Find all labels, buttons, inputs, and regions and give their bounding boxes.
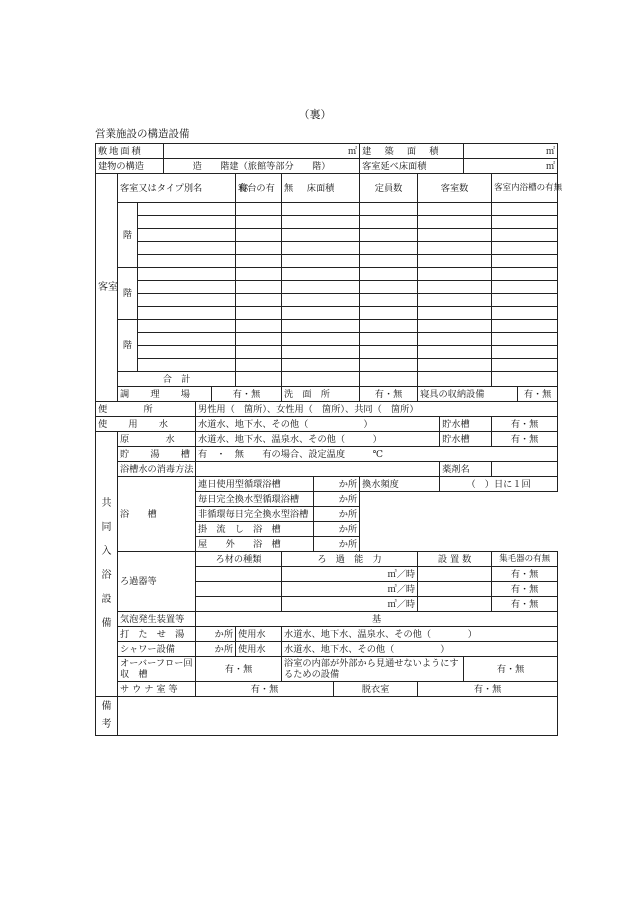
room-cell[interactable]	[418, 255, 492, 268]
room-cell[interactable]	[236, 281, 282, 294]
total-cell[interactable]	[418, 372, 492, 387]
dressing-label: 脱衣室	[334, 682, 418, 697]
room-cell[interactable]	[282, 268, 360, 281]
room-cell[interactable]	[282, 320, 360, 333]
room-cell[interactable]	[236, 203, 282, 216]
filter-count-cell[interactable]	[418, 597, 492, 612]
tub-type-1: 連日使用型循環浴槽	[196, 477, 314, 492]
room-cell[interactable]	[492, 216, 558, 229]
room-count-header: 客室数	[418, 174, 492, 203]
room-cell[interactable]	[492, 281, 558, 294]
bath-section-label: 共同入浴設備	[96, 432, 118, 697]
room-cell[interactable]	[138, 307, 236, 320]
room-cell[interactable]	[282, 216, 360, 229]
bedding-label: 寝具の収納設備	[418, 387, 518, 402]
room-cell[interactable]	[360, 229, 418, 242]
room-cell[interactable]	[236, 307, 282, 320]
tub-count-4[interactable]: か所	[314, 522, 360, 537]
filter-media-header: ろ材の種類	[196, 552, 282, 567]
room-cell[interactable]	[236, 216, 282, 229]
room-cell[interactable]	[492, 320, 558, 333]
hair-catcher-cell[interactable]: 有・無	[492, 597, 558, 612]
bath-in-room-header: 客室内浴槽の有無	[492, 174, 558, 203]
room-cell[interactable]	[138, 203, 236, 216]
site-area-label: 敷地面積	[96, 144, 164, 159]
room-cell[interactable]	[138, 268, 236, 281]
filter-capacity-cell[interactable]: ㎥／時	[282, 597, 418, 612]
disinfect-label: 浴槽水の消毒方法	[118, 462, 196, 477]
filter-media-cell[interactable]	[196, 597, 282, 612]
remarks-field[interactable]	[118, 697, 558, 736]
room-cell[interactable]	[360, 255, 418, 268]
room-cell[interactable]	[282, 307, 360, 320]
room-cell[interactable]	[492, 294, 558, 307]
room-cell[interactable]	[138, 294, 236, 307]
room-cell[interactable]	[236, 320, 282, 333]
tub-type-4: 掛 流 し 浴 槽	[196, 522, 314, 537]
room-cell[interactable]	[236, 268, 282, 281]
room-cell[interactable]	[418, 281, 492, 294]
hot-shower-label: 打 た せ 湯	[118, 627, 196, 642]
room-cell[interactable]	[492, 229, 558, 242]
tank-label: 貯水槽	[440, 417, 492, 432]
rooms-section-label: 客室	[96, 174, 118, 402]
room-cell[interactable]	[418, 268, 492, 281]
room-cell[interactable]	[492, 359, 558, 372]
water-use-label: 使 用 水	[96, 417, 196, 432]
floor-label-3: 階	[118, 320, 138, 372]
room-cell[interactable]	[492, 346, 558, 359]
room-cell[interactable]	[236, 255, 282, 268]
tub-type-5: 屋 外 浴 槽	[196, 537, 314, 552]
hot-shower-water-sources[interactable]: 水道水、地下水、温泉水、その他（ ）	[282, 627, 558, 642]
tub-count-3[interactable]: か所	[314, 507, 360, 522]
filter-label: ろ過器等	[118, 552, 196, 612]
room-type-header: 客室又はタイプ別名 称	[118, 174, 236, 203]
structure-value[interactable]: 造 階建（旅館等部分 階）	[164, 159, 360, 174]
bedding-yes-no[interactable]: 有・無	[518, 387, 558, 402]
washroom-label: 洗 面 所	[282, 387, 360, 402]
cooking-yes-no[interactable]: 有・無	[212, 387, 282, 402]
filter-capacity-cell[interactable]: ㎥／時	[282, 567, 418, 582]
room-cell[interactable]	[360, 359, 418, 372]
room-cell[interactable]	[418, 242, 492, 255]
toilet-label: 便 所	[96, 402, 196, 417]
room-cell[interactable]	[418, 229, 492, 242]
room-cell[interactable]	[236, 333, 282, 346]
shower-water-sources[interactable]: 水道水、地下水、その他（ ）	[282, 642, 558, 657]
tub-count-5[interactable]: か所	[314, 537, 360, 552]
room-cell[interactable]	[418, 294, 492, 307]
visibility-label: 浴室の内部が外部から見通せないようにするための設備	[282, 657, 464, 682]
room-cell[interactable]	[492, 307, 558, 320]
tub-label: 浴 槽	[118, 477, 196, 552]
room-cell[interactable]	[418, 346, 492, 359]
hair-catcher-cell[interactable]: 有・無	[492, 582, 558, 597]
room-cell[interactable]	[282, 346, 360, 359]
room-cell[interactable]	[282, 359, 360, 372]
rooms-total-label: 合 計	[118, 372, 236, 387]
structure-label: 建物の構造	[96, 159, 164, 174]
room-cell[interactable]	[138, 333, 236, 346]
exchange-freq-label: 換水頻度	[360, 477, 440, 492]
filter-count-header: 設 置 数	[418, 552, 492, 567]
room-cell[interactable]	[138, 281, 236, 294]
filter-capacity-header: ろ 過 能 力	[282, 552, 418, 567]
bed-header: 寝台の有 無	[236, 174, 282, 203]
floor-label-1: 階	[118, 203, 138, 268]
room-cell[interactable]	[282, 294, 360, 307]
room-cell[interactable]	[360, 216, 418, 229]
total-cell[interactable]	[492, 372, 558, 387]
shower-count[interactable]: か所	[196, 642, 236, 657]
exchange-freq-value[interactable]: （ ）日に１回	[440, 477, 558, 492]
total-cell[interactable]	[282, 372, 360, 387]
cooking-label: 調 理 場	[118, 387, 212, 402]
room-cell[interactable]	[282, 255, 360, 268]
filter-count-cell[interactable]	[418, 567, 492, 582]
room-cell[interactable]	[360, 333, 418, 346]
room-cell[interactable]	[236, 346, 282, 359]
room-cell[interactable]	[418, 359, 492, 372]
room-cell[interactable]	[492, 242, 558, 255]
page-heading: （裏）	[298, 108, 332, 121]
room-cell[interactable]	[282, 333, 360, 346]
room-cell[interactable]	[138, 346, 236, 359]
section-title: 営業施設の構造設備	[95, 128, 190, 140]
building-area-unit[interactable]: ㎡	[464, 144, 558, 159]
floor-area-label: 客室延べ床面積	[360, 159, 464, 174]
total-cell[interactable]	[360, 372, 418, 387]
raw-water-sources[interactable]: 水道水、地下水、温泉水、その他（ ）	[196, 432, 440, 447]
bubble-label: 気泡発生装置等	[118, 612, 196, 627]
room-cell[interactable]	[360, 307, 418, 320]
filter-capacity-cell[interactable]: ㎥／時	[282, 582, 418, 597]
room-cell[interactable]	[360, 281, 418, 294]
room-cell[interactable]	[418, 203, 492, 216]
hair-catcher-header: 集毛器の有無	[492, 552, 558, 567]
shower-label: シャワー設備	[118, 642, 196, 657]
site-area-unit[interactable]: ㎡	[164, 144, 360, 159]
room-cell[interactable]	[282, 242, 360, 255]
hot-tank-label: 貯 湯 槽	[118, 447, 196, 462]
total-cell[interactable]	[236, 372, 282, 387]
room-cell[interactable]	[138, 255, 236, 268]
room-cell[interactable]	[236, 229, 282, 242]
hot-shower-water-label: 使用水	[236, 627, 282, 642]
building-area-label: 建 築 面 積	[360, 144, 464, 159]
overflow-yes-no[interactable]: 有・無	[196, 657, 282, 682]
room-cell[interactable]	[492, 333, 558, 346]
room-cell[interactable]	[138, 216, 236, 229]
hot-shower-count[interactable]: か所	[196, 627, 236, 642]
filter-media-cell[interactable]	[196, 567, 282, 582]
tub-count-1[interactable]: か所	[314, 477, 360, 492]
filter-count-cell[interactable]	[418, 582, 492, 597]
room-cell[interactable]	[418, 320, 492, 333]
room-cell[interactable]	[138, 229, 236, 242]
room-cell[interactable]	[418, 333, 492, 346]
room-cell[interactable]	[282, 281, 360, 294]
visibility-yes-no[interactable]: 有・無	[464, 657, 558, 682]
sauna-yes-no[interactable]: 有・無	[196, 682, 334, 697]
capacity-header: 定員数	[360, 174, 418, 203]
room-cell[interactable]	[418, 307, 492, 320]
bubble-unit[interactable]: 基	[196, 612, 558, 627]
room-cell[interactable]	[360, 242, 418, 255]
washroom-yes-no[interactable]: 有・無	[360, 387, 418, 402]
sauna-label: サ ウ ナ 室 等	[118, 682, 196, 697]
floor-space-header: 床面積	[282, 174, 360, 203]
shower-water-label: 使用水	[236, 642, 282, 657]
room-cell[interactable]	[360, 320, 418, 333]
room-cell[interactable]	[360, 203, 418, 216]
raw-water-label: 原 水	[118, 432, 196, 447]
room-cell[interactable]	[492, 255, 558, 268]
room-cell[interactable]	[282, 203, 360, 216]
room-cell[interactable]	[236, 242, 282, 255]
room-cell[interactable]	[360, 268, 418, 281]
tub-count-2[interactable]: か所	[314, 492, 360, 507]
tank-label-2: 貯水槽	[440, 432, 492, 447]
room-cell[interactable]	[282, 229, 360, 242]
room-cell[interactable]	[236, 294, 282, 307]
disinfect-value[interactable]	[196, 462, 440, 477]
room-cell[interactable]	[138, 320, 236, 333]
filter-media-cell[interactable]	[196, 582, 282, 597]
room-cell[interactable]	[138, 359, 236, 372]
room-cell[interactable]	[360, 294, 418, 307]
tank-yes-no[interactable]: 有・無	[492, 417, 558, 432]
chemical-value[interactable]	[492, 462, 558, 477]
toilet-detail[interactable]: 男性用（ 箇所）、女性用（ 箇所）、共同（ 箇所）	[196, 402, 558, 417]
tub-type-2: 毎日完全換水型循環浴槽	[196, 492, 314, 507]
floor-area-unit[interactable]: ㎡	[464, 159, 558, 174]
room-cell[interactable]	[492, 203, 558, 216]
hair-catcher-cell[interactable]: 有・無	[492, 567, 558, 582]
floor-label-2: 階	[118, 268, 138, 320]
room-cell[interactable]	[360, 346, 418, 359]
remarks-label: 備考	[96, 697, 118, 736]
tank-yes-no-2[interactable]: 有・無	[492, 432, 558, 447]
chemical-label: 薬剤名	[440, 462, 492, 477]
room-cell[interactable]	[236, 359, 282, 372]
room-cell[interactable]	[492, 268, 558, 281]
room-cell[interactable]	[418, 216, 492, 229]
overflow-label: オーバーフロー回 収 槽	[118, 657, 196, 682]
dressing-yes-no[interactable]: 有・無	[418, 682, 558, 697]
room-cell[interactable]	[138, 242, 236, 255]
structure-form-table	[95, 143, 563, 736]
hot-tank-detail[interactable]: 有 ・ 無 有の場合、設定温度 ℃	[196, 447, 558, 462]
tub-type-3: 非循環毎日完全換水型浴槽	[196, 507, 314, 522]
water-use-sources[interactable]: 水道水、地下水、その他（ ）	[196, 417, 440, 432]
